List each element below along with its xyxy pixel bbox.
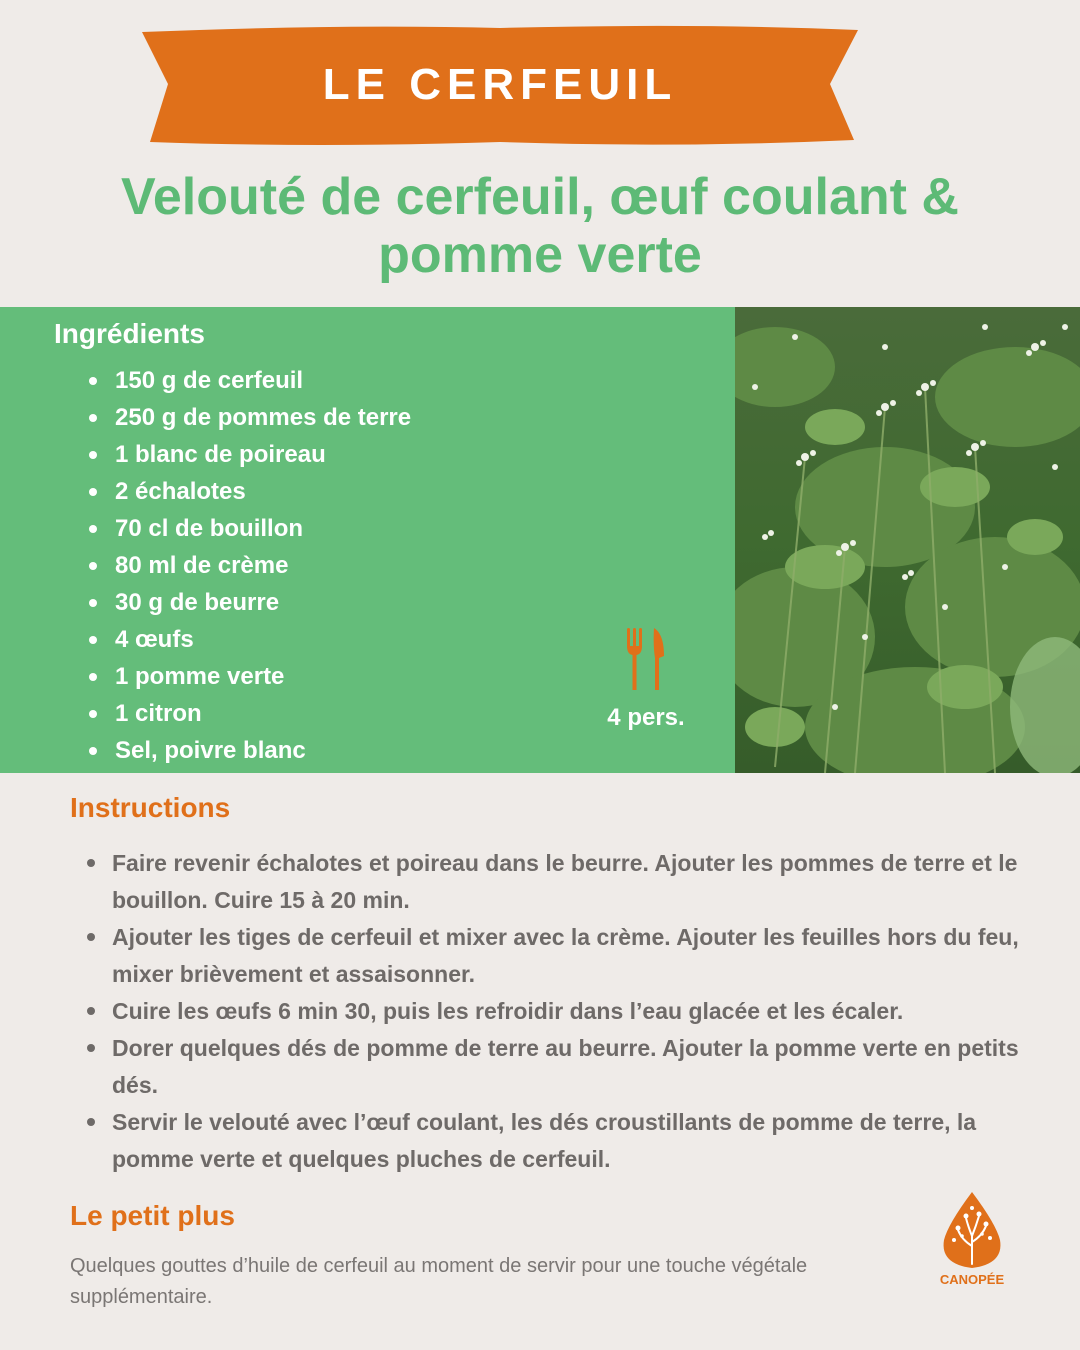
ingredient-item: 1 pomme verte: [86, 658, 411, 695]
ingredient-item: 1 blanc de poireau: [86, 436, 411, 473]
instruction-step: Dorer quelques dés de pomme de terre au beurre. Ajouter la pomme verte en petits dés.: [80, 1030, 1030, 1104]
instruction-step: Ajouter les tiges de cerfeuil et mixer avec la crème. Ajouter les feuilles hors du feu, mixer brièvement et assaisonner.: [80, 919, 1030, 993]
instruction-step: Servir le velouté avec l’œuf coulant, les dés croustillants de pomme de terre, la pomme verte et quelques pluches de cerfeuil.: [80, 1104, 1030, 1178]
ingredient-item: Sel, poivre blanc: [86, 732, 411, 769]
petit-plus-title: Le petit plus: [70, 1200, 235, 1231]
ingredient-item: 80 ml de crème: [86, 547, 411, 584]
petit-plus-text: Quelques gouttes d’huile de cerfeuil au moment de servir pour une touche végétale supplémentaire.: [70, 1255, 808, 1308]
chervil-photo: [735, 307, 1080, 773]
ingredient-item: 30 g de beurre: [86, 584, 411, 621]
ingredient-item: 150 g de cerfeuil: [86, 362, 411, 399]
instruction-step: Faire revenir échalotes et poireau dans le beurre. Ajouter les pommes de terre et le bouillon. Cuire 15 à 20 min.: [80, 845, 1030, 919]
ingredients-list: [86, 362, 411, 769]
ingredient-item: 1 citron: [86, 695, 411, 732]
servings-label: 4 pers.: [607, 704, 685, 731]
ingredients-title: Ingrédients: [54, 318, 205, 349]
instructions-list: [80, 845, 1030, 1178]
ingredient-item: 4 œufs: [86, 621, 411, 658]
ingredient-item: 250 g de pommes de terre: [86, 399, 411, 436]
ingredient-item: 2 échalotes: [86, 473, 411, 510]
cutlery-icon: [624, 626, 668, 692]
instructions-title: Instructions: [70, 792, 231, 823]
tree-drop-icon: [936, 1190, 1008, 1272]
banner-title: LE CERFEUIL: [322, 59, 678, 109]
recipe-title: Velouté de cerfeuil, œuf coulant & pomme verte: [121, 168, 959, 284]
instruction-step: Cuire les œufs 6 min 30, puis les refroidir dans l’eau glacée et les écaler.: [80, 993, 1030, 1030]
canopee-logo: [936, 1190, 1008, 1300]
header-banner: [138, 22, 862, 147]
ingredient-item: 70 cl de bouillon: [86, 510, 411, 547]
logo-text: CANOPÉE: [939, 1272, 1005, 1287]
